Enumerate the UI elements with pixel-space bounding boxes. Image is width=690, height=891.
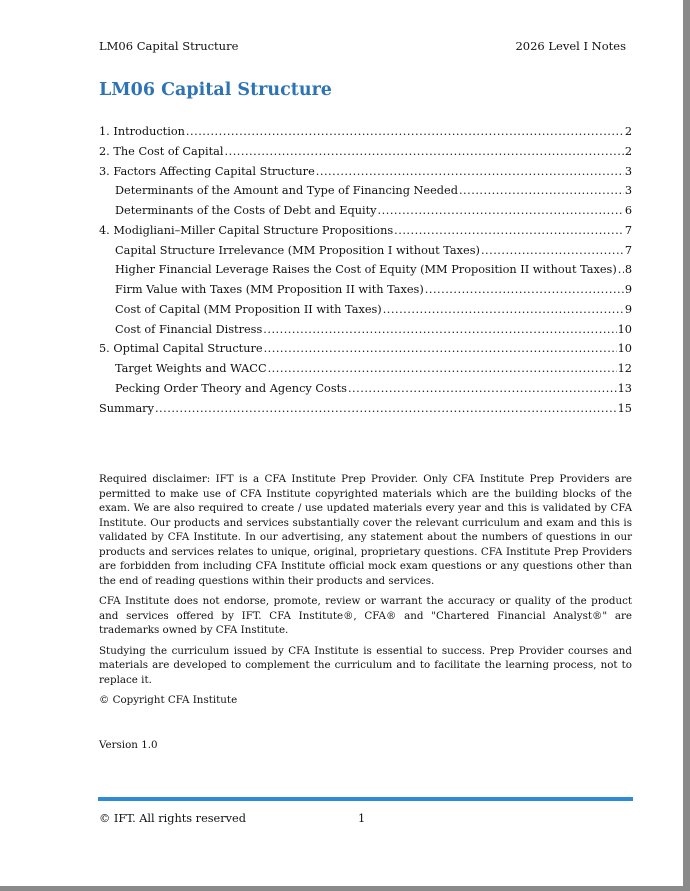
toc-dot-leader xyxy=(425,280,624,300)
toc-entry-label: 2. The Cost of Capital xyxy=(99,144,224,158)
toc-entry[interactable] xyxy=(99,181,632,201)
toc-dot-leader xyxy=(316,162,624,182)
table-of-contents xyxy=(99,122,632,418)
toc-entry[interactable] xyxy=(99,122,632,142)
toc-entry-label: Target Weights and WACC xyxy=(115,362,267,375)
toc-entry-label: Firm Value with Taxes (MM Proposition II with Taxes) xyxy=(115,283,424,296)
toc-dot-leader xyxy=(459,181,624,201)
toc-entry-page: 15 xyxy=(617,401,632,415)
footer-divider xyxy=(98,797,633,801)
toc-dot-leader xyxy=(225,142,624,162)
toc-entry[interactable] xyxy=(99,260,632,280)
document-title: LM06 Capital Structure xyxy=(99,80,332,100)
toc-entry-page: 13 xyxy=(617,381,632,395)
toc-entry-page: 2 xyxy=(624,144,632,158)
toc-entry[interactable] xyxy=(99,300,632,320)
version-label: Version 1.0 xyxy=(99,739,158,751)
toc-entry-page: 12 xyxy=(617,362,632,375)
toc-entry-label: Determinants of the Amount and Type of Financing Needed xyxy=(115,184,458,198)
toc-dot-leader xyxy=(348,379,617,399)
toc-dot-leader xyxy=(618,260,624,280)
toc-dot-leader xyxy=(268,359,617,379)
toc-entry-page: 3 xyxy=(624,164,632,178)
toc-entry-page: 7 xyxy=(624,243,632,257)
toc-entry-page: 6 xyxy=(624,204,632,217)
toc-entry[interactable] xyxy=(99,399,632,419)
toc-entry-label: Higher Financial Leverage Raises the Cost of Equity (MM Proposition II without Taxes) xyxy=(115,263,617,277)
toc-entry[interactable] xyxy=(99,280,632,300)
toc-entry[interactable] xyxy=(99,142,632,162)
disclaimer-paragraph: Required disclaimer: IFT is a CFA Institute Prep Provider. Only CFA Institute Prep Providers are permitted to make use of CFA Institute copyrighted materials which are the building blocks of the exam. We are also required to create / use updated materials every year and this is validated by CFA Institute. Our products and services substantially cover the relevant curriculum and exam and this is validated by CFA Institute. In our advertising, any statement about the numbers of questions in our products and services relates to unique, original, proprietary questions. CFA Institute Prep Providers are forbidden from including CFA Institute official mock exam questions or any questions other than the end of reading questions within their products and services. xyxy=(99,473,632,587)
toc-dot-leader xyxy=(155,399,617,419)
toc-dot-leader xyxy=(186,122,624,142)
toc-entry-label: 3. Factors Affecting Capital Structure xyxy=(99,164,315,178)
toc-entry-page: 3 xyxy=(624,184,632,198)
toc-entry[interactable] xyxy=(99,379,632,399)
toc-entry-page: 9 xyxy=(624,283,632,296)
toc-entry-label: Cost of Capital (MM Proposition II with Taxes) xyxy=(115,302,382,316)
endorsement-paragraph: CFA Institute does not endorse, promote, review or warrant the accuracy or quality of the product and services offered by IFT. CFA Institute®, CFA® and "Chartered Financial Analyst®" are trademarks owned by CFA Institute. xyxy=(99,595,632,636)
toc-entry[interactable] xyxy=(99,221,632,241)
toc-entry[interactable] xyxy=(99,320,632,340)
footer-rights: © IFT. All rights reserved xyxy=(99,812,246,825)
toc-entry-label: Summary xyxy=(99,401,154,415)
toc-entry[interactable] xyxy=(99,162,632,182)
toc-dot-leader xyxy=(378,201,624,221)
toc-entry[interactable] xyxy=(99,339,632,359)
toc-entry-page: 10 xyxy=(617,322,632,336)
toc-entry[interactable] xyxy=(99,201,632,221)
page-number: 1 xyxy=(358,812,366,825)
toc-dot-leader xyxy=(481,241,624,261)
toc-dot-leader xyxy=(264,339,617,359)
toc-entry-page: 7 xyxy=(624,223,632,237)
toc-entry-label: Determinants of the Costs of Debt and Equity xyxy=(115,204,377,217)
toc-entry-label: 4. Modigliani–Miller Capital Structure Propositions xyxy=(99,223,394,237)
copyright-line: © Copyright CFA Institute xyxy=(99,694,238,706)
toc-entry-label: Cost of Financial Distress xyxy=(115,322,263,336)
toc-entry-label: Capital Structure Irrelevance (MM Proposition I without Taxes) xyxy=(115,243,480,257)
toc-dot-leader xyxy=(263,320,616,340)
page-header xyxy=(99,39,626,53)
toc-entry-label: 1. Introduction xyxy=(99,125,185,138)
header-left-title: LM06 Capital Structure xyxy=(99,39,239,53)
toc-entry-page: 10 xyxy=(617,342,632,356)
toc-entry-page: 8 xyxy=(624,263,632,277)
toc-entry-page: 9 xyxy=(624,302,632,316)
toc-entry[interactable] xyxy=(99,359,632,379)
disclaimer-block xyxy=(99,472,632,714)
toc-dot-leader xyxy=(383,300,624,320)
toc-entry-label: Pecking Order Theory and Agency Costs xyxy=(115,381,347,395)
toc-dot-leader xyxy=(394,221,624,241)
toc-entry[interactable] xyxy=(99,241,632,261)
curriculum-paragraph: Studying the curriculum issued by CFA Institute is essential to success. Prep Provider courses and materials are developed to complement the curriculum and to facilitate the learning process, not to replace it. xyxy=(99,644,632,686)
header-right-title: 2026 Level I Notes xyxy=(515,39,626,53)
toc-entry-page: 2 xyxy=(624,125,632,138)
toc-entry-label: 5. Optimal Capital Structure xyxy=(99,342,263,356)
